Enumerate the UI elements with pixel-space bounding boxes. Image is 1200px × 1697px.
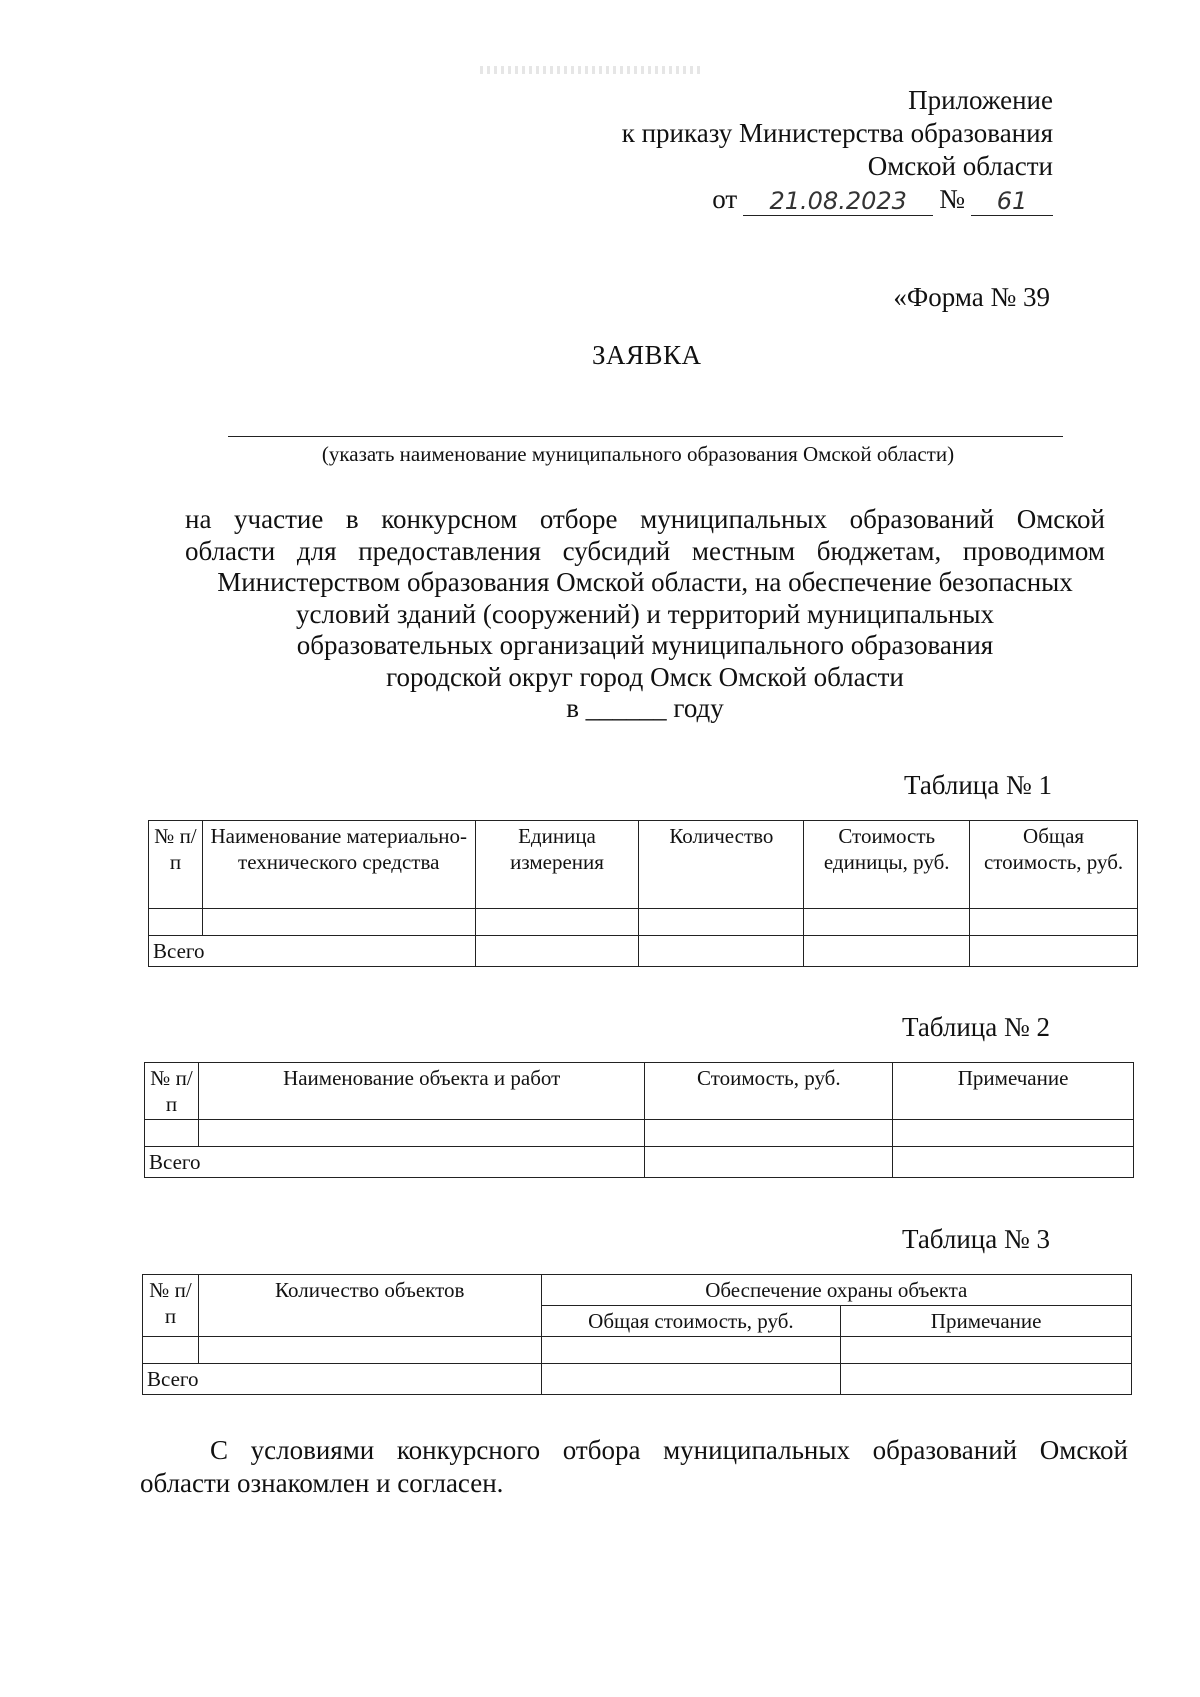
appendix-header xyxy=(622,84,1053,216)
appendix-line-2: к приказу Министерства образования xyxy=(621,118,1053,148)
municipality-fill-line[interactable] xyxy=(228,436,1063,437)
subject-line-2: области для предоставления субсидий местным бюджетам, проводимом xyxy=(185,535,1105,566)
table3-cell[interactable] xyxy=(841,1337,1132,1364)
table2 xyxy=(144,1062,1134,1178)
table3-header-count: Количество объектов xyxy=(198,1275,541,1337)
table3-cell[interactable] xyxy=(198,1337,541,1364)
table2-caption: Таблица № 2 xyxy=(902,1012,1050,1042)
table2-total-row xyxy=(145,1147,1134,1178)
table3 xyxy=(142,1274,1132,1395)
table1-header-quantity: Количество xyxy=(639,821,804,909)
table1-cell[interactable] xyxy=(804,936,970,967)
application-subject xyxy=(185,504,1105,725)
order-number-field[interactable]: 61 xyxy=(971,187,1053,216)
table2-header-row xyxy=(145,1063,1134,1120)
table1-cell[interactable] xyxy=(475,909,639,936)
document-title: ЗАЯВКА xyxy=(592,340,702,370)
table1-header-unit: Единица измерения xyxy=(475,821,639,909)
table1-total-label: Всего xyxy=(149,936,476,967)
subject-line-5: образовательных организаций муниципального образования xyxy=(296,630,994,660)
table2-cell[interactable] xyxy=(645,1147,893,1178)
scan-artifact xyxy=(480,66,700,74)
table2-cell[interactable] xyxy=(198,1120,644,1147)
table3-header-note: Примечание xyxy=(841,1306,1132,1337)
subject-line-7: в ______ году xyxy=(566,693,724,723)
table3-header-security: Обеспечение охраны объекта xyxy=(541,1275,1131,1306)
table3-cell[interactable] xyxy=(541,1364,841,1395)
date-prefix: от xyxy=(712,184,738,214)
table1-header-row xyxy=(149,821,1138,909)
agreement-paragraph xyxy=(140,1434,1128,1500)
table2-header-name: Наименование объекта и работ xyxy=(198,1063,644,1120)
table1-caption: Таблица № 1 xyxy=(904,770,1052,800)
table-row xyxy=(149,909,1138,936)
table-row xyxy=(143,1337,1132,1364)
table2-cell[interactable] xyxy=(893,1120,1134,1147)
municipality-caption: (указать наименование муниципального образования Омской области) xyxy=(321,442,955,466)
table1 xyxy=(148,820,1138,967)
subject-line-1: на участие в конкурсном отборе муниципальных образований Омской xyxy=(185,504,1105,534)
table1-cell[interactable] xyxy=(639,936,804,967)
agreement-text: С условиями конкурсного отбора муниципальных образований Омской области ознакомлен и согласен. xyxy=(140,1435,1128,1498)
table1-cell[interactable] xyxy=(804,909,970,936)
table1-header-total-cost: Общая стоимость, руб. xyxy=(970,821,1138,909)
table3-cell[interactable] xyxy=(143,1337,199,1364)
table1-header-name: Наименование материально-технического средства xyxy=(202,821,475,909)
table2-cell[interactable] xyxy=(645,1120,893,1147)
table1-cell[interactable] xyxy=(202,909,475,936)
table2-cell[interactable] xyxy=(893,1147,1134,1178)
table3-header-num: № п/п xyxy=(143,1275,199,1337)
table2-header-cost: Стоимость, руб. xyxy=(645,1063,893,1120)
appendix-line-3: Омской области xyxy=(867,151,1053,181)
table2-total-label: Всего xyxy=(145,1147,645,1178)
table3-total-row xyxy=(143,1364,1132,1395)
order-date-line xyxy=(622,183,1053,216)
table1-total-row xyxy=(149,936,1138,967)
table2-header-num: № п/п xyxy=(145,1063,199,1120)
table3-header-row xyxy=(143,1275,1132,1306)
subject-line-4: условий зданий (сооружений) и территорий муниципальных xyxy=(296,598,994,629)
table-row xyxy=(145,1120,1134,1147)
table2-header-note: Примечание xyxy=(893,1063,1134,1120)
table1-cell[interactable] xyxy=(639,909,804,936)
table3-total-label: Всего xyxy=(143,1364,542,1395)
table1-cell[interactable] xyxy=(970,936,1138,967)
table1-cell[interactable] xyxy=(475,936,639,967)
form-label: «Форма № 39 xyxy=(893,282,1050,312)
table1-header-num: № п/п xyxy=(149,821,203,909)
table3-header-total-cost: Общая стоимость, руб. xyxy=(541,1306,841,1337)
table3-cell[interactable] xyxy=(841,1364,1132,1395)
table3-cell[interactable] xyxy=(541,1337,841,1364)
table1-header-unit-cost: Стоимость единицы, руб. xyxy=(804,821,970,909)
number-prefix: № xyxy=(939,184,965,214)
subject-line-3: Министерством образования Омской области, на обеспечение безопасных xyxy=(217,567,1073,597)
appendix-line-1: Приложение xyxy=(908,85,1053,115)
table1-cell[interactable] xyxy=(970,909,1138,936)
table2-cell[interactable] xyxy=(145,1120,199,1147)
subject-line-6: городской округ город Омск Омской области xyxy=(386,661,904,692)
order-date-field[interactable]: 21.08.2023 xyxy=(743,187,933,216)
table3-caption: Таблица № 3 xyxy=(902,1224,1050,1254)
table1-cell[interactable] xyxy=(149,909,203,936)
